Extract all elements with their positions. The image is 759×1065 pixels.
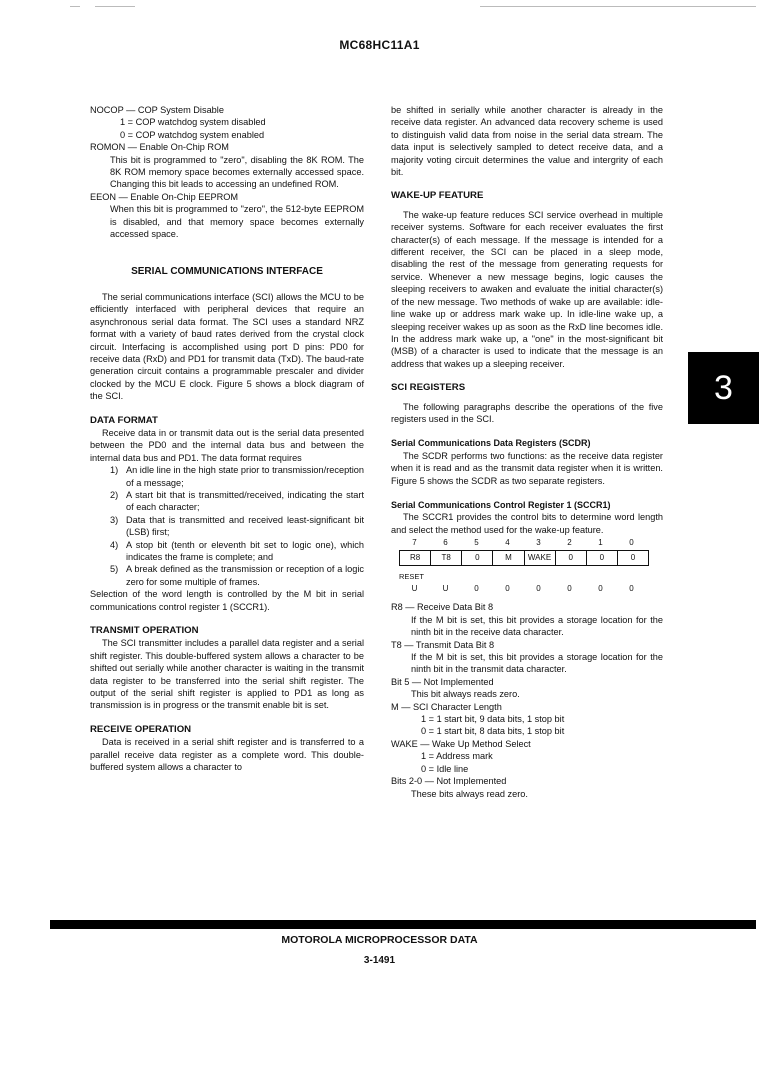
eeon-description: When this bit is programmed to "zero", the 512-byte EEPROM is disabled, and that memory space becomes externally accessed space. xyxy=(110,204,364,240)
sccr1-paragraph: The SCCR1 provides the control bits to determine word length and select the method used for the wake-up feature. xyxy=(391,512,663,535)
list-item: 4) A stop bit (tenth or eleventh bit set to logic one), which indicates the frame is complete; and xyxy=(110,539,364,562)
transmit-paragraph: The SCI transmitter includes a parallel data register and a serial shift register. This double-buffered system allows a character to be shifted out serially while another character is waiting in the transmit data register to be transferred into the serial shift register. The output of the serial shift register is applied to PD1 as long as transmission is in progress or the transmit enable bit is set. xyxy=(90,638,364,711)
left-column xyxy=(90,104,364,774)
register-field: 0 xyxy=(462,551,493,565)
sci-registers-heading: SCI REGISTERS xyxy=(391,382,466,394)
romon-description: This bit is programmed to "zero", disabling the 8K ROM. The 8K ROM memory space becomes externally accessed space. Changing this bit leads to accessing an undefined ROM. xyxy=(110,154,364,190)
section-tab: 3 xyxy=(688,352,759,424)
data-format-list xyxy=(90,464,364,588)
receive-paragraph: Data is received in a serial shift register and is transferred to a parallel receive data register as a complete word. This double-buffered system allows a character to xyxy=(90,737,364,773)
right-column xyxy=(391,104,663,800)
m-term: M — SCI Character Length xyxy=(391,701,502,712)
sccr1-register-diagram xyxy=(391,537,663,595)
wake-option-1: 1 = Address mark xyxy=(421,751,493,762)
t8-term: T8 — Transmit Data Bit 8 xyxy=(391,639,495,650)
bits20-description: These bits always read zero. xyxy=(411,788,528,799)
wakeup-heading: WAKE-UP FEATURE xyxy=(391,190,484,202)
sci-registers-paragraph: The following paragraphs describe the operations of the five registers used in the SCI. xyxy=(391,401,663,424)
list-item: 1) An idle line in the high state prior to transmission/reception of a message; xyxy=(110,465,364,488)
bit5-description: This bit always reads zero. xyxy=(411,689,520,700)
wakeup-paragraph: The wake-up feature reduces SCI service overhead in multiple receiver systems. Software for each receiver evaluates the first character(s) of each message. If the message is intended for a different receiver, the SCI can be placed in a sleep mode, disabling the rest of the message from generating requests for service. Whenever a new message begins, logic causes the sleeping receivers to awaken and evaluate the initial character(s) of the new message. Two methods of wake up are available: idle-line wake up or address mark wake up. In idle-line wake up, a sleeping receiver wakes up as soon as the RxD line becomes idle. In the address mark wake up, a "one" in the most-significant bit (MSB) of a character is used to indicate that the message is an address that wakes up a sleeping receiver. xyxy=(391,209,663,369)
scan-mark xyxy=(480,6,756,7)
scan-mark xyxy=(70,6,80,7)
m-option-0: 0 = 1 start bit, 8 data bits, 1 stop bit xyxy=(421,726,565,737)
receive-heading: RECEIVE OPERATION xyxy=(90,723,192,735)
receive-continued: be shifted in serially while another character is already in the receive data register. An advanced data recovery scheme is used to distinguish valid data from noise in the serial data stream. The data input is selectively sampled to detect receive data, and a majority voting circuit determines the value and intergrity of each bit. xyxy=(391,105,663,178)
page-number: 3-1491 xyxy=(363,955,396,966)
footer-title: MOTOROLA MICROPROCESSOR DATA xyxy=(281,934,478,946)
scan-mark xyxy=(95,6,135,7)
data-format-heading: DATA FORMAT xyxy=(90,414,158,426)
sci-paragraph: The serial communications interface (SCI) allows the MCU to be efficiently interfaced with peripheral devices that require an asynchronous serial data format. The SCI uses a standard NRZ format with a variety of baud rates derived from the crystal clock circuit. Interfacing is accomplished using port D pins: PD0 for receive data (RxD) and PD1 for transmit data (TxD). The baud-rate generation circuit contains a programmable prescaler and divider clocked by the MCU E clock. Figure 5 shows a block diagram of the SCI. xyxy=(90,291,364,402)
wake-option-0: 0 = Idle line xyxy=(421,763,469,774)
t8-description: If the M bit is set, this bit provides a storage location for the ninth bit in the transmit data character. xyxy=(411,652,663,675)
data-format-paragraph: Receive data in or transmit data out is the serial data presented between the PD0 and the internal data bus and between the internal data bus and PD1. The data format requires xyxy=(90,427,364,463)
register-field: T8 xyxy=(431,551,462,565)
register-field: 0 xyxy=(587,551,618,565)
m-option-1: 1 = 1 start bit, 9 data bits, 1 stop bit xyxy=(421,714,565,725)
list-item: 5) A break defined as the transmission or reception of a logic zero for some multiple of frames. xyxy=(110,564,364,587)
scdr-heading: Serial Communications Data Registers (SCDR) xyxy=(391,438,591,449)
transmit-heading: TRANSMIT OPERATION xyxy=(90,625,199,637)
sci-heading: SERIAL COMMUNICATIONS INTERFACE xyxy=(131,266,323,278)
register-field: 0 xyxy=(630,552,636,562)
wake-term: WAKE — Wake Up Method Select xyxy=(391,738,531,749)
register-field: 0 xyxy=(556,551,587,565)
r8-description: If the M bit is set, this bit provides a storage location for the ninth bit in the receive data character. xyxy=(411,614,663,638)
nocop-option-1: 1 = COP watchdog system disabled xyxy=(120,117,266,128)
register-reset-label: RESET xyxy=(399,571,425,581)
bit5-term: Bit 5 — Not Implemented xyxy=(391,676,494,687)
list-item: 2) A start bit that is transmitted/received, indicating the start of each character; xyxy=(110,489,364,513)
footer-rule xyxy=(50,920,756,929)
page-header-title: MC68HC11A1 xyxy=(339,38,420,52)
nocop-option-0: 0 = COP watchdog system enabled xyxy=(120,129,265,140)
bits20-term: Bits 2-0 — Not Implemented xyxy=(391,776,507,787)
register-fields xyxy=(399,550,649,566)
register-reset-values: U U 0 0 0 0 0 0 xyxy=(411,584,634,593)
romon-term: ROMON — Enable On-Chip ROM xyxy=(90,142,229,153)
register-field: M xyxy=(493,551,524,565)
register-field: R8 xyxy=(400,551,431,565)
eeon-term: EEON — Enable On-Chip EEPROM xyxy=(90,191,239,202)
scdr-paragraph: The SCDR performs two functions: as the receive data register when it is read and as the transmit data register when it is written. Figure 5 shows the SCDR as two separate registers. xyxy=(391,450,663,486)
sccr1-heading: Serial Communications Control Register 1 (SCCR1) xyxy=(391,499,611,510)
data-format-after: Selection of the word length is controlled by the M bit in serial communications control register 1 (SCCR1). xyxy=(90,589,364,612)
nocop-term: NOCOP — COP System Disable xyxy=(90,105,224,115)
r8-term: R8 — Receive Data Bit 8 xyxy=(391,602,494,613)
list-item: 3) Data that is transmitted and received least-significant bit (LSB) first; xyxy=(110,514,364,538)
register-bit-numbers: 7 6 5 4 3 2 1 0 xyxy=(412,538,634,548)
register-field: WAKE xyxy=(525,551,556,565)
